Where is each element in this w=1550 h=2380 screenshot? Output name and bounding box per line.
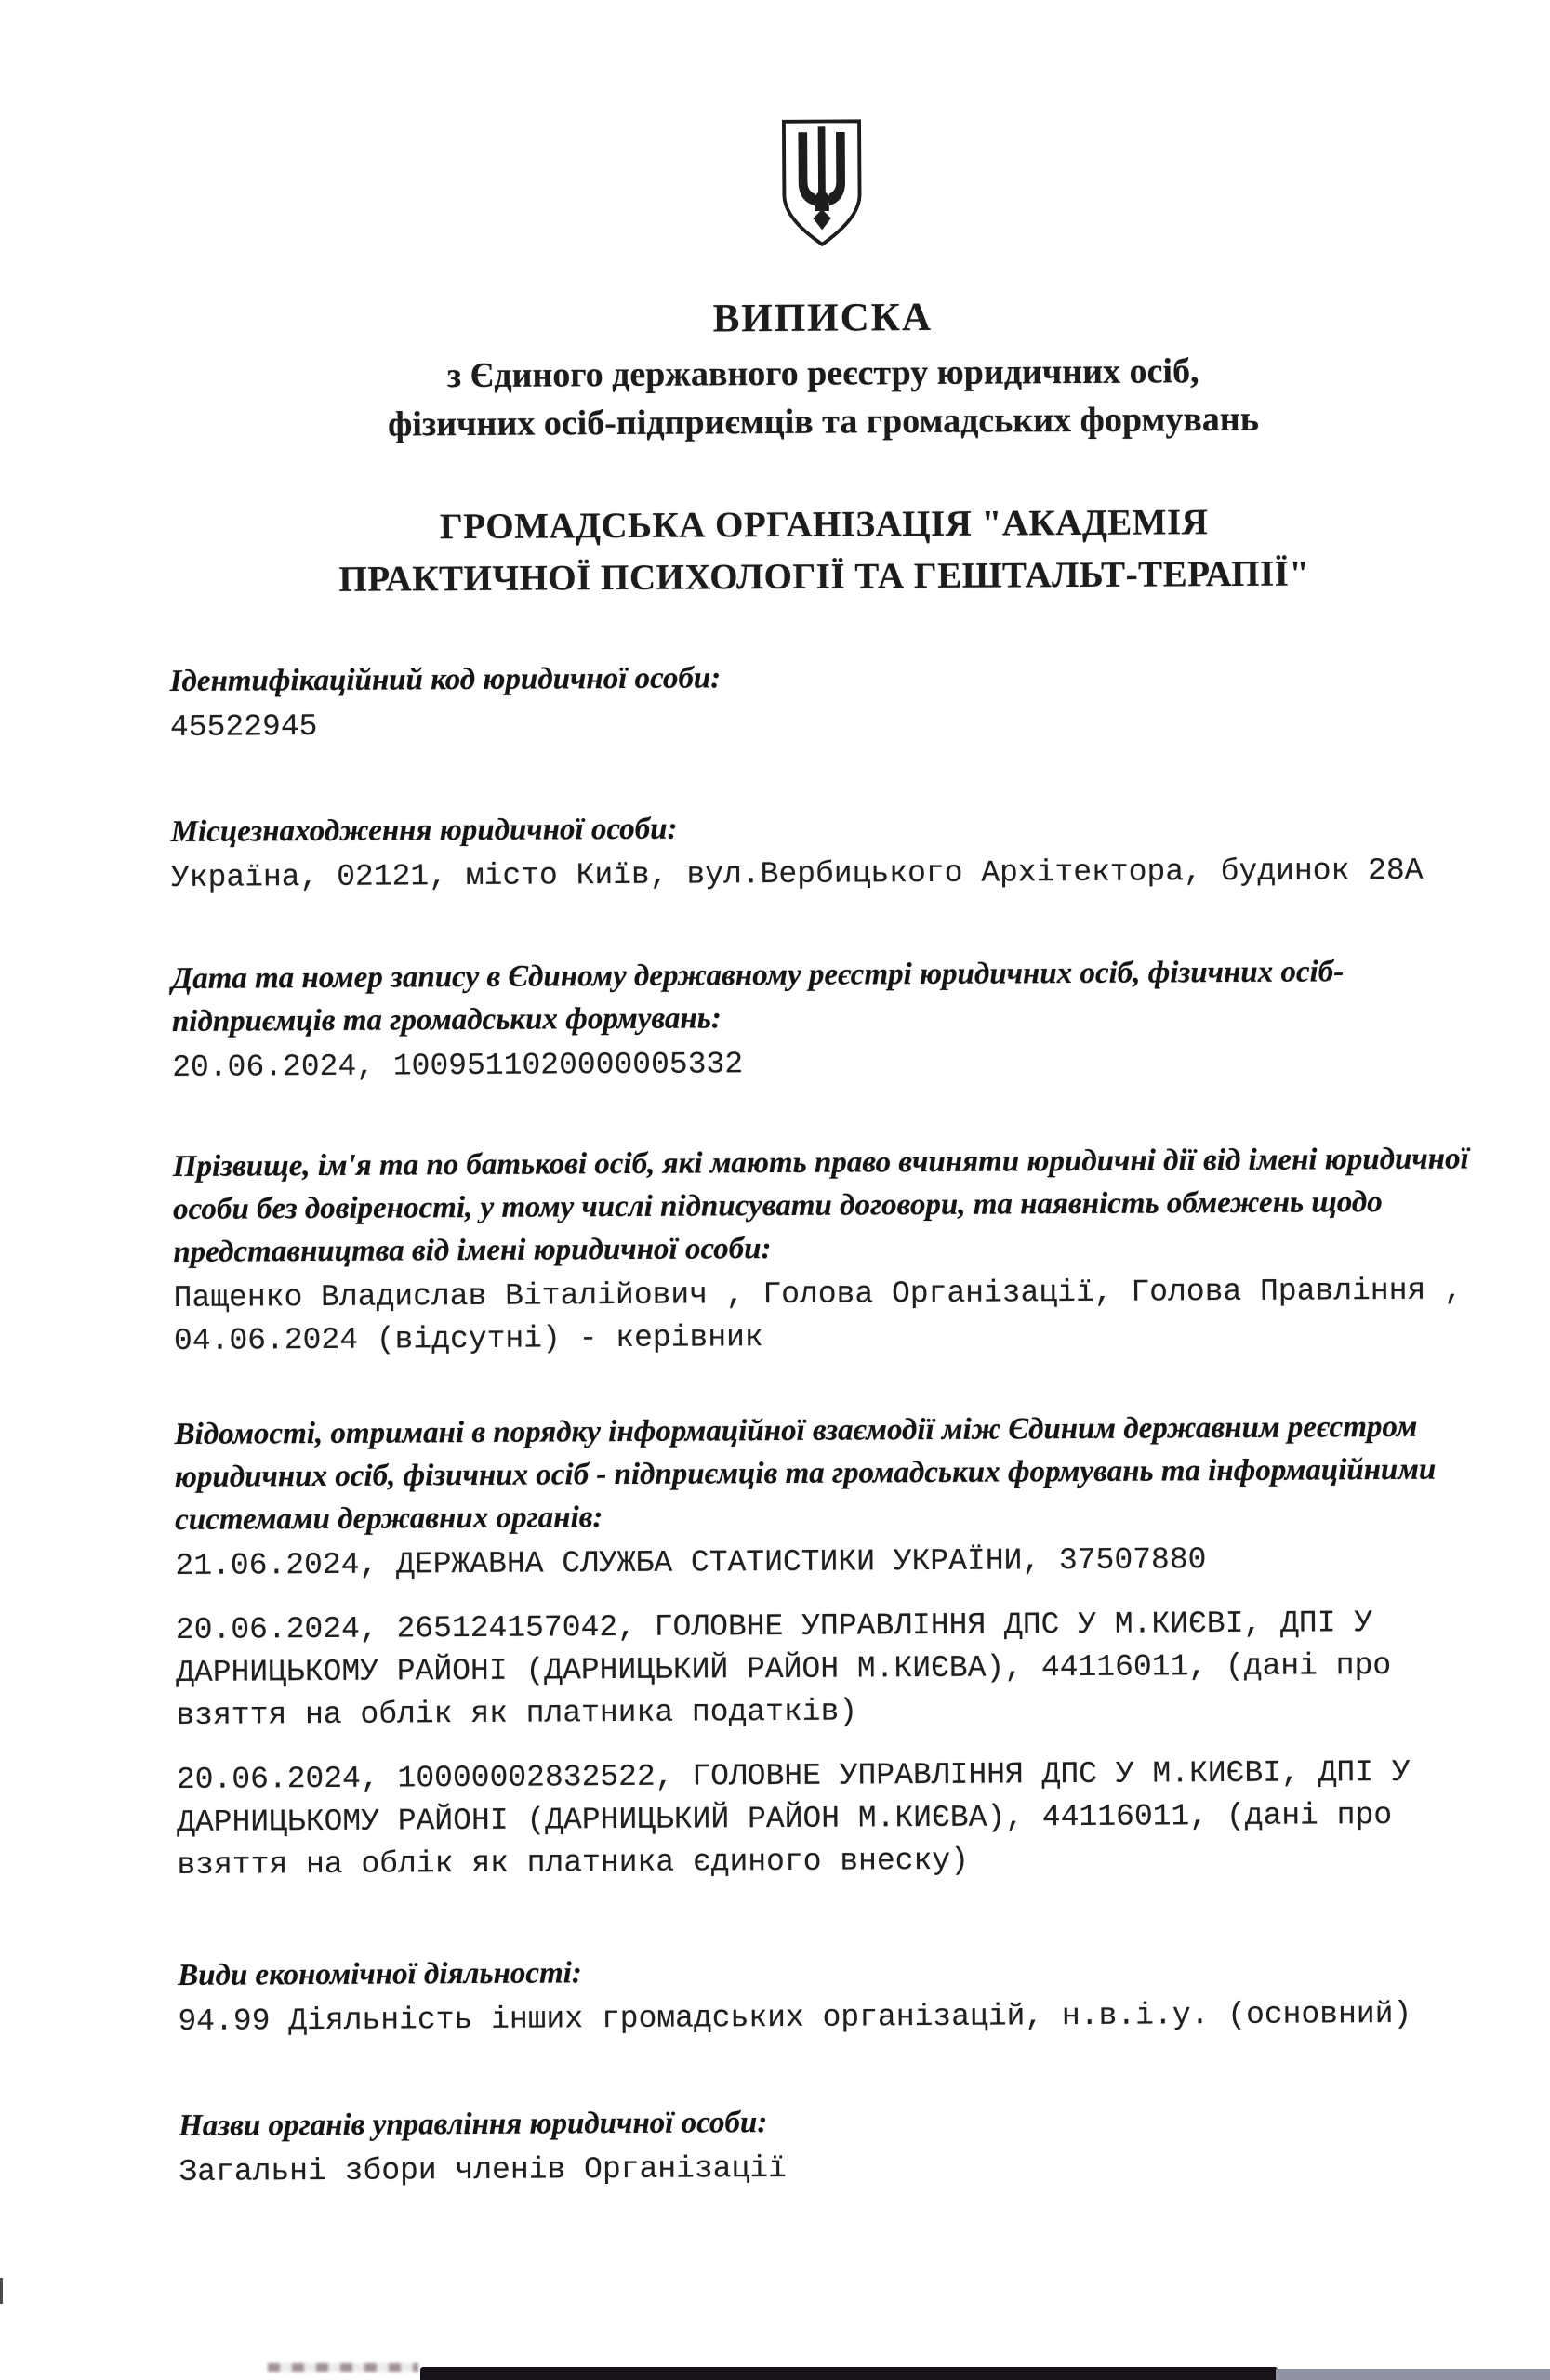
field-value: 20.06.2024, 10000002832522, ГОЛОВНЕ УПРАВЛІННЯ ДПС У М.КИЄВІ, ДПІ У <box>176 1754 1411 1797</box>
field-label: Види економічної діяльності: <box>178 1956 582 1992</box>
document-title: ВИПИСКА <box>712 295 934 341</box>
section-info-exchange <box>174 1405 1477 1588</box>
field-value: взяття на облік як платника єдиного внеску) <box>177 1843 970 1883</box>
tax-record-1 <box>176 1601 1479 1738</box>
field-label: Місцезнаходження юридичної особи: <box>170 812 678 849</box>
field-value: 20.06.2024, 1009511020000005332 <box>172 1047 744 1085</box>
scan-artifact-gray-band <box>1276 2369 1550 2380</box>
field-value: ДАРНИЦЬКОМУ РАЙОНІ (ДАРНИЦЬКИЙ РАЙОН М.КИЄВА), 44116011, (дані про <box>177 1797 1393 1840</box>
scan-artifact-dark-band <box>420 2367 1278 2380</box>
field-label: підприємців та громадських формувань: <box>171 1001 722 1038</box>
field-value: ДАРНИЦЬКОМУ РАЙОНІ (ДАРНИЦЬКИЙ РАЙОН М.КИЄВА), 44116011, (дані про <box>176 1647 1392 1690</box>
section-identification-code <box>170 652 1474 749</box>
ukraine-trident-emblem <box>776 117 868 248</box>
document-subtitle-line-2: фізичних осіб-підприємців та громадських формувань <box>387 399 1259 444</box>
section-governance-bodies <box>179 2096 1482 2194</box>
field-label: представництва від імені юридичної особи: <box>173 1232 772 1269</box>
field-value: Загальні збори членів Організації <box>179 2150 788 2189</box>
section-authorized-persons <box>173 1137 1477 1363</box>
organization-name-line-1: ГРОМАДСЬКА ОРГАНІЗАЦІЯ "АКАДЕМІЯ <box>439 502 1209 548</box>
scan-artifact-left-edge <box>0 2278 3 2304</box>
section-registry-record <box>171 949 1475 1090</box>
field-value: Пащенко Владислав Віталійович , Голова Організації, Голова Правління , <box>173 1273 1464 1316</box>
field-label: системами державних органів: <box>175 1501 603 1537</box>
tax-record-2 <box>177 1751 1480 1887</box>
document-subtitle-line-1: з Єдиного державного реєстру юридичних осіб, <box>446 351 1199 396</box>
field-value: 45522945 <box>169 708 318 745</box>
organization-name-line-2: ПРАКТИЧНОЇ ПСИХОЛОГІЇ ТА ГЕШТАЛЬТ-ТЕРАПІЇ" <box>338 553 1310 600</box>
scan-artifact-faint-marks <box>268 2363 418 2372</box>
field-label: Ідентифікаційний код юридичної особи: <box>169 661 722 698</box>
field-label: Дата та номер запису в Єдиному державному реєстрі юридичних осіб, фізичних осіб- <box>171 955 1345 996</box>
field-label: особи без довіреності, у тому числі підписувати договори, та наявність обмежень щодо <box>173 1185 1383 1226</box>
field-value: 20.06.2024, 265124157042, ГОЛОВНЕ УПРАВЛІННЯ ДПС У М.КИЄВІ, ДПІ У <box>175 1606 1373 1647</box>
field-label: Прізвище, ім'я та по батькові осіб, які мають право вчиняти юридичні дії від імені юридичної <box>172 1142 1469 1183</box>
field-label: Назви органів управління юридичної особи: <box>179 2106 768 2143</box>
field-label: юридичних осіб, фізичних осіб - підприємців та громадських формувань та інформаційними <box>174 1452 1437 1494</box>
section-economic-activities <box>178 1946 1481 2043</box>
field-label: Відомості, отримані в порядку інформаційної взаємодії між Єдиним державним реєстром <box>174 1409 1418 1451</box>
field-value: Україна, 02121, місто Київ, вул.Вербицького Архітектора, будинок 28А <box>170 853 1424 895</box>
section-location <box>170 802 1474 900</box>
field-value: 94.99 Діяльність інших громадських організацій, н.в.і.у. (основний) <box>178 1996 1412 2039</box>
field-value: 21.06.2024, ДЕРЖАВНА СЛУЖБА СТАТИСТИКИ УКРАЇНИ, 37507880 <box>175 1542 1207 1583</box>
field-value: 04.06.2024 (відсутні) - керівник <box>173 1320 763 1358</box>
field-value: взяття на облік як платника податків) <box>176 1694 858 1733</box>
